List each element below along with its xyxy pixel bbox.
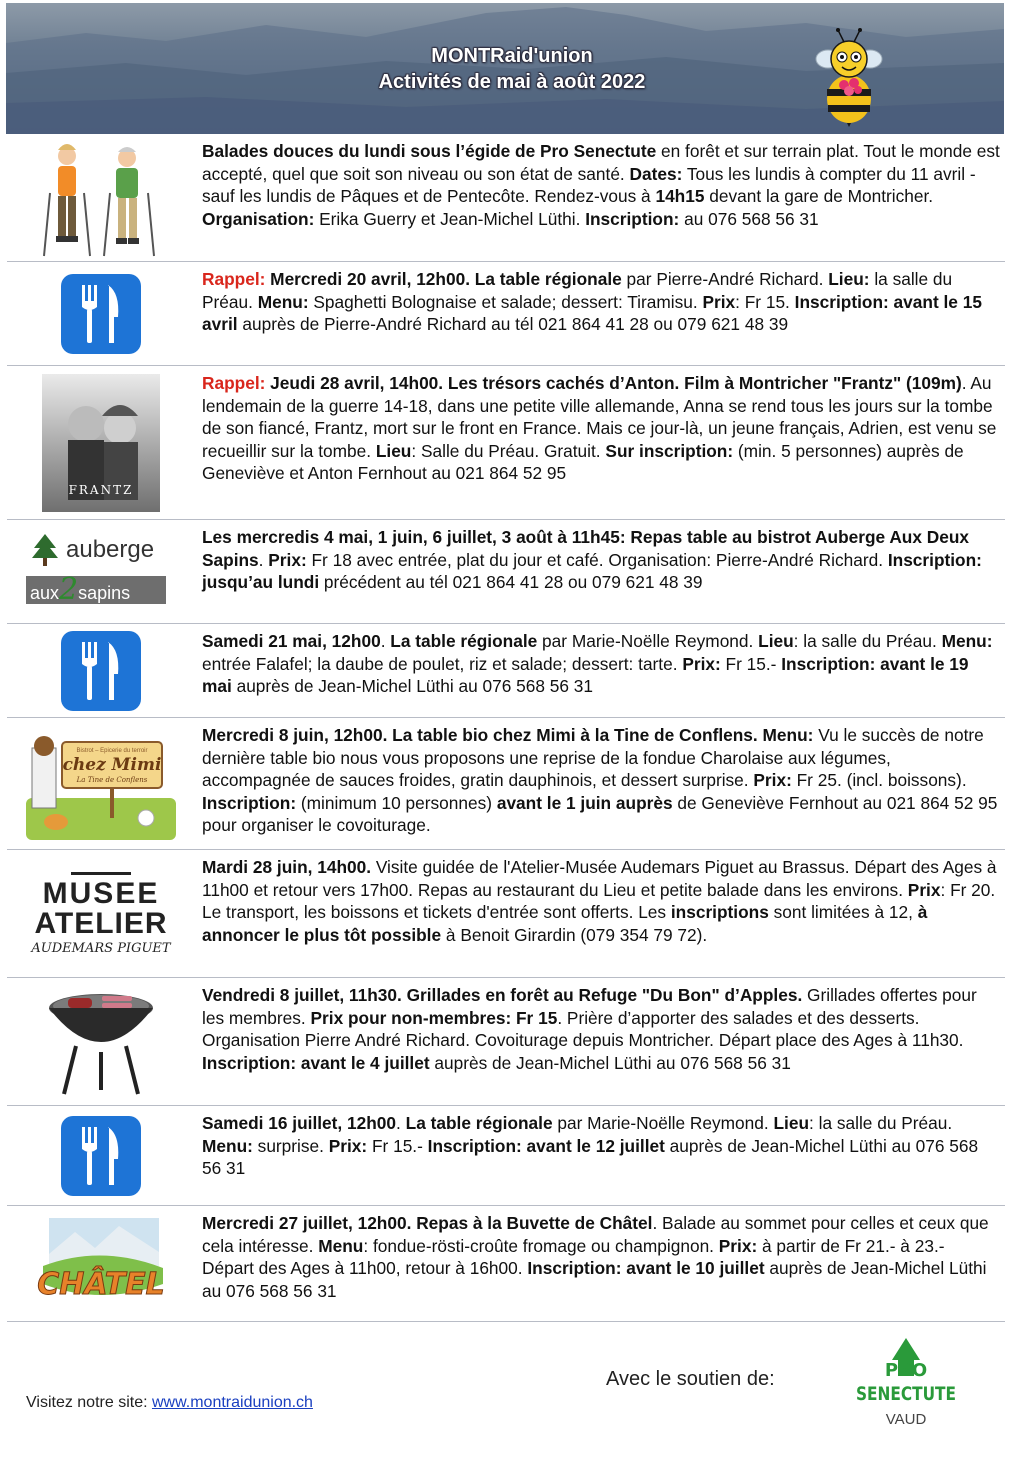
bold-text: Prix bbox=[702, 291, 736, 312]
svg-text:SENECTUTE: SENECTUTE bbox=[856, 1383, 956, 1405]
rappel-label: Rappel: bbox=[202, 269, 266, 289]
body-text: . Au lendemain de la guerre 14-18, dans une petite ville allemande, Anna se rend tous les jours sur la tombe de son fiancé, Frantz, mort sur le front en France. Mais ce jour-là, un jeune français, Adrien, est venu se recueillir sur la tombe. bbox=[202, 373, 997, 461]
bold-text: Dates: bbox=[629, 163, 683, 184]
body-text: . Balade au sommet pour celles et ceux que cela intéresse. bbox=[202, 1213, 989, 1256]
bold-text: Samedi 16 juillet, 12h00 bbox=[202, 1113, 397, 1133]
body-text: par Marie-Noëlle Reymond. bbox=[537, 631, 759, 651]
body-text: sont limitées à 12, bbox=[768, 902, 918, 922]
body-text: : fondue-rösti-croûte fromage ou champignon. bbox=[363, 1235, 719, 1256]
pro-senectute-logo bbox=[854, 1336, 958, 1436]
musee-atelier-logo: MUSEE ATELIER AUDEMARS PIGUET bbox=[7, 850, 195, 977]
bold-text: Organisation: bbox=[202, 208, 315, 229]
bold-text: Prix: bbox=[268, 549, 307, 570]
body-text: : Fr 20. Le transport, les boissons et tickets d'entrée sont offerts. Les bbox=[202, 879, 996, 922]
bold-text: Prix: bbox=[682, 653, 721, 674]
body-text: Erika Guerry et Jean-Michel Lüthi. bbox=[314, 208, 586, 229]
bold-text: Sur inscription: bbox=[605, 440, 734, 461]
body-text: Fr 18 avec entrée, plat du jour et café. Organisation: Pierre-André Richard. bbox=[306, 549, 888, 570]
body-text: entrée Falafel; la daube de poulet, riz et salade; dessert: tarte. bbox=[202, 653, 683, 674]
bold-text: Inscription: avant le 19 mai bbox=[202, 653, 969, 696]
body-text: au 076 568 56 31 bbox=[679, 208, 819, 229]
body-text: (minimum 10 personnes) bbox=[296, 792, 497, 813]
body-text: par Pierre-André Richard. bbox=[621, 269, 829, 289]
bold-text: Prix: bbox=[328, 1135, 368, 1156]
bold-text: Prix: bbox=[718, 1235, 758, 1256]
svg-text:VAUD: VAUD bbox=[885, 1411, 927, 1428]
poster-title: FRANTZ bbox=[68, 482, 134, 497]
body-text: . bbox=[380, 631, 391, 651]
body-text: auprès de Jean-Michel Lüthi au 076 568 56 31 bbox=[202, 1258, 987, 1301]
body-text: : la salle du Préau. bbox=[809, 1113, 953, 1133]
bold-text: Mercredi 27 juillet, 12h00. Repas à la Buvette de Châtel bbox=[202, 1213, 653, 1233]
body-text: . Prière d’apporter des salades et des desserts. Organisation Pierre André Richard. Covoiturage depuis Montricher. Départ place des Ages à 11h30. bbox=[202, 1007, 964, 1050]
bold-text: 14h15 bbox=[655, 186, 705, 206]
body-text: auprès de Jean-Michel Lüthi au 076 568 56 31 bbox=[202, 1135, 979, 1178]
body-text: auprès de Pierre-André Richard au tél 021 864 41 28 ou 079 621 48 39 bbox=[237, 314, 789, 334]
bold-text: Menu: bbox=[941, 631, 993, 651]
body-text: (min. 5 personnes) auprès de Geneviève et Anton Fernhout au 021 864 52 95 bbox=[202, 440, 964, 483]
bold-text: Samedi 21 mai, 12h00 bbox=[202, 631, 381, 651]
body-text: par Marie-Noëlle Reymond. bbox=[552, 1113, 774, 1133]
bold-text: avant le 1 juin auprès bbox=[496, 792, 673, 813]
bold-text: Prix bbox=[907, 879, 941, 900]
body-text: la salle du Préau. bbox=[202, 269, 953, 312]
svg-text:CHÂTEL: CHÂTEL bbox=[37, 1266, 165, 1302]
header-banner bbox=[6, 3, 1004, 134]
body-text: devant la gare de Montricher. bbox=[704, 186, 934, 206]
support-label: Avec le soutien de: bbox=[606, 1368, 775, 1390]
body-text: Fr 25. (incl. boissons). bbox=[791, 770, 967, 790]
page-subtitle: Activités de mai à août 2022 bbox=[378, 71, 646, 93]
body-text: Tous les lundis à compter du 11 avril - sauf les lundis de Pâques et de Pentecôte. Rendez-vous à bbox=[202, 163, 976, 206]
bold-text: Inscription: bbox=[585, 208, 680, 229]
bold-text: à annoncer le plus tôt possible bbox=[202, 902, 928, 945]
bold-text: Mercredi 8 juin, 12h00. La table bio chez Mimi à la Tine de Conflens. Menu: bbox=[202, 725, 814, 745]
body-text: précédent au tél 021 864 41 28 ou 079 621 48 39 bbox=[319, 572, 703, 592]
page-title: MONTRaid'union bbox=[431, 45, 593, 67]
bold-text: Lieu bbox=[375, 440, 412, 461]
body-text: . bbox=[396, 1113, 406, 1133]
body-text: : Fr 15. bbox=[735, 291, 795, 312]
bold-text: inscriptions bbox=[670, 902, 769, 922]
bold-text: Mercredi 20 avril, 12h00. La table régionale bbox=[265, 269, 622, 289]
body-text: Visite guidée de l'Atelier-Musée Audemars Piguet au Brassus. Départ des Ages à 11h00 et retour vers 17h00. Repas au restaurant du Lieu et petite balade dans les environs. bbox=[202, 857, 997, 900]
body-text: . bbox=[258, 549, 269, 570]
bold-text: Mardi 28 juin, 14h00. bbox=[202, 857, 372, 877]
body-text: Fr 15.- bbox=[367, 1135, 428, 1156]
body-text: : la salle du Préau. bbox=[793, 631, 942, 651]
body-text: : Salle du Préau. Gratuit. bbox=[411, 440, 606, 461]
bold-text: Inscription: bbox=[202, 792, 297, 813]
svg-text:La Tine de Conflens: La Tine de Conflens bbox=[76, 775, 148, 784]
footer-visit: Visitez notre site: www.montraidunion.ch bbox=[26, 1394, 313, 1411]
rappel-label: Rappel: bbox=[202, 373, 266, 393]
svg-text:PRO: PRO bbox=[884, 1360, 928, 1381]
website-link[interactable]: www.montraidunion.ch bbox=[151, 1394, 313, 1411]
bold-text: La table régionale bbox=[405, 1113, 553, 1133]
auberge-logo: auberge aux2sapins bbox=[7, 520, 195, 623]
body-text: Fr 15.- bbox=[720, 653, 782, 674]
bold-text: Les mercredis 4 mai, 1 juin, 6 juillet, 3 août à 11h45: Repas table au bistrot Auberge Aux Deux Sapins bbox=[202, 527, 970, 570]
body-text: auprès de Jean-Michel Lüthi au 076 568 56 31 bbox=[231, 676, 594, 696]
bold-text: Menu: bbox=[202, 1135, 253, 1156]
body-text: en forêt et sur terrain plat. Tout le monde est accepté, quel que soit son niveau ou son état de santé. bbox=[202, 141, 1000, 184]
body-text: de Geneviève Fernhout au 021 864 52 95 pour organiser le covoiturage. bbox=[202, 792, 998, 835]
bold-text: Inscription: jusqu’au lundi bbox=[202, 549, 982, 592]
bold-text: Prix: bbox=[753, 770, 792, 790]
bold-text: Inscription: avant le 15 avril bbox=[202, 291, 982, 334]
bold-text: Prix pour non-membres: Fr 15 bbox=[310, 1007, 558, 1028]
bold-text: Lieu bbox=[773, 1113, 810, 1133]
body-text: Grillades offertes pour les membres. bbox=[202, 985, 977, 1028]
bold-text: Inscription: avant le 10 juillet bbox=[527, 1258, 765, 1278]
body-text: à Benoit Girardin (079 354 79 72). bbox=[441, 924, 708, 945]
bold-text: Balades douces du lundi sous l’égide de Pro Senectute bbox=[202, 141, 657, 161]
bee-mascot-icon bbox=[814, 27, 884, 127]
bold-text: Menu: bbox=[257, 291, 309, 312]
bold-text: Lieu: bbox=[828, 269, 870, 289]
body-text: Vu le succès de notre dernière table bio nous vous proposons une reprise de la fondue Charolaise aux légumes, accompagnée de sauces froides, gratin dauphinois, et dessert surprise. bbox=[202, 725, 984, 790]
bold-text: Inscription: avant le 12 juillet bbox=[427, 1135, 665, 1156]
bold-text: Inscription: avant le 4 juillet bbox=[202, 1052, 430, 1073]
bold-text: Lieu bbox=[758, 631, 794, 651]
body-text: surprise. bbox=[252, 1135, 329, 1156]
body-text: auprès de Jean-Michel Lüthi au 076 568 56 31 bbox=[429, 1052, 791, 1073]
bold-text: Jeudi 28 avril, 14h00. Les trésors cachés d’Anton. Film à Montricher "Frantz" (109m) bbox=[265, 373, 962, 393]
body-text: à partir de Fr 21.- à 23.- Départ des Ages à 11h00, retour à 16h00. bbox=[202, 1235, 945, 1278]
body-text: Spaghetti Bolognaise et salade; dessert: Tiramisu. bbox=[308, 291, 703, 312]
bold-text: La table régionale bbox=[390, 631, 538, 651]
bold-text: Menu bbox=[318, 1235, 364, 1256]
svg-text:chez Mimi: chez Mimi bbox=[62, 754, 162, 775]
bold-text: Vendredi 8 juillet, 11h30. Grillades en forêt au Refuge "Du Bon" d’Apples. bbox=[202, 985, 803, 1005]
svg-text:Bistrot – Epicerie du terroir: Bistrot – Epicerie du terroir bbox=[76, 747, 148, 754]
